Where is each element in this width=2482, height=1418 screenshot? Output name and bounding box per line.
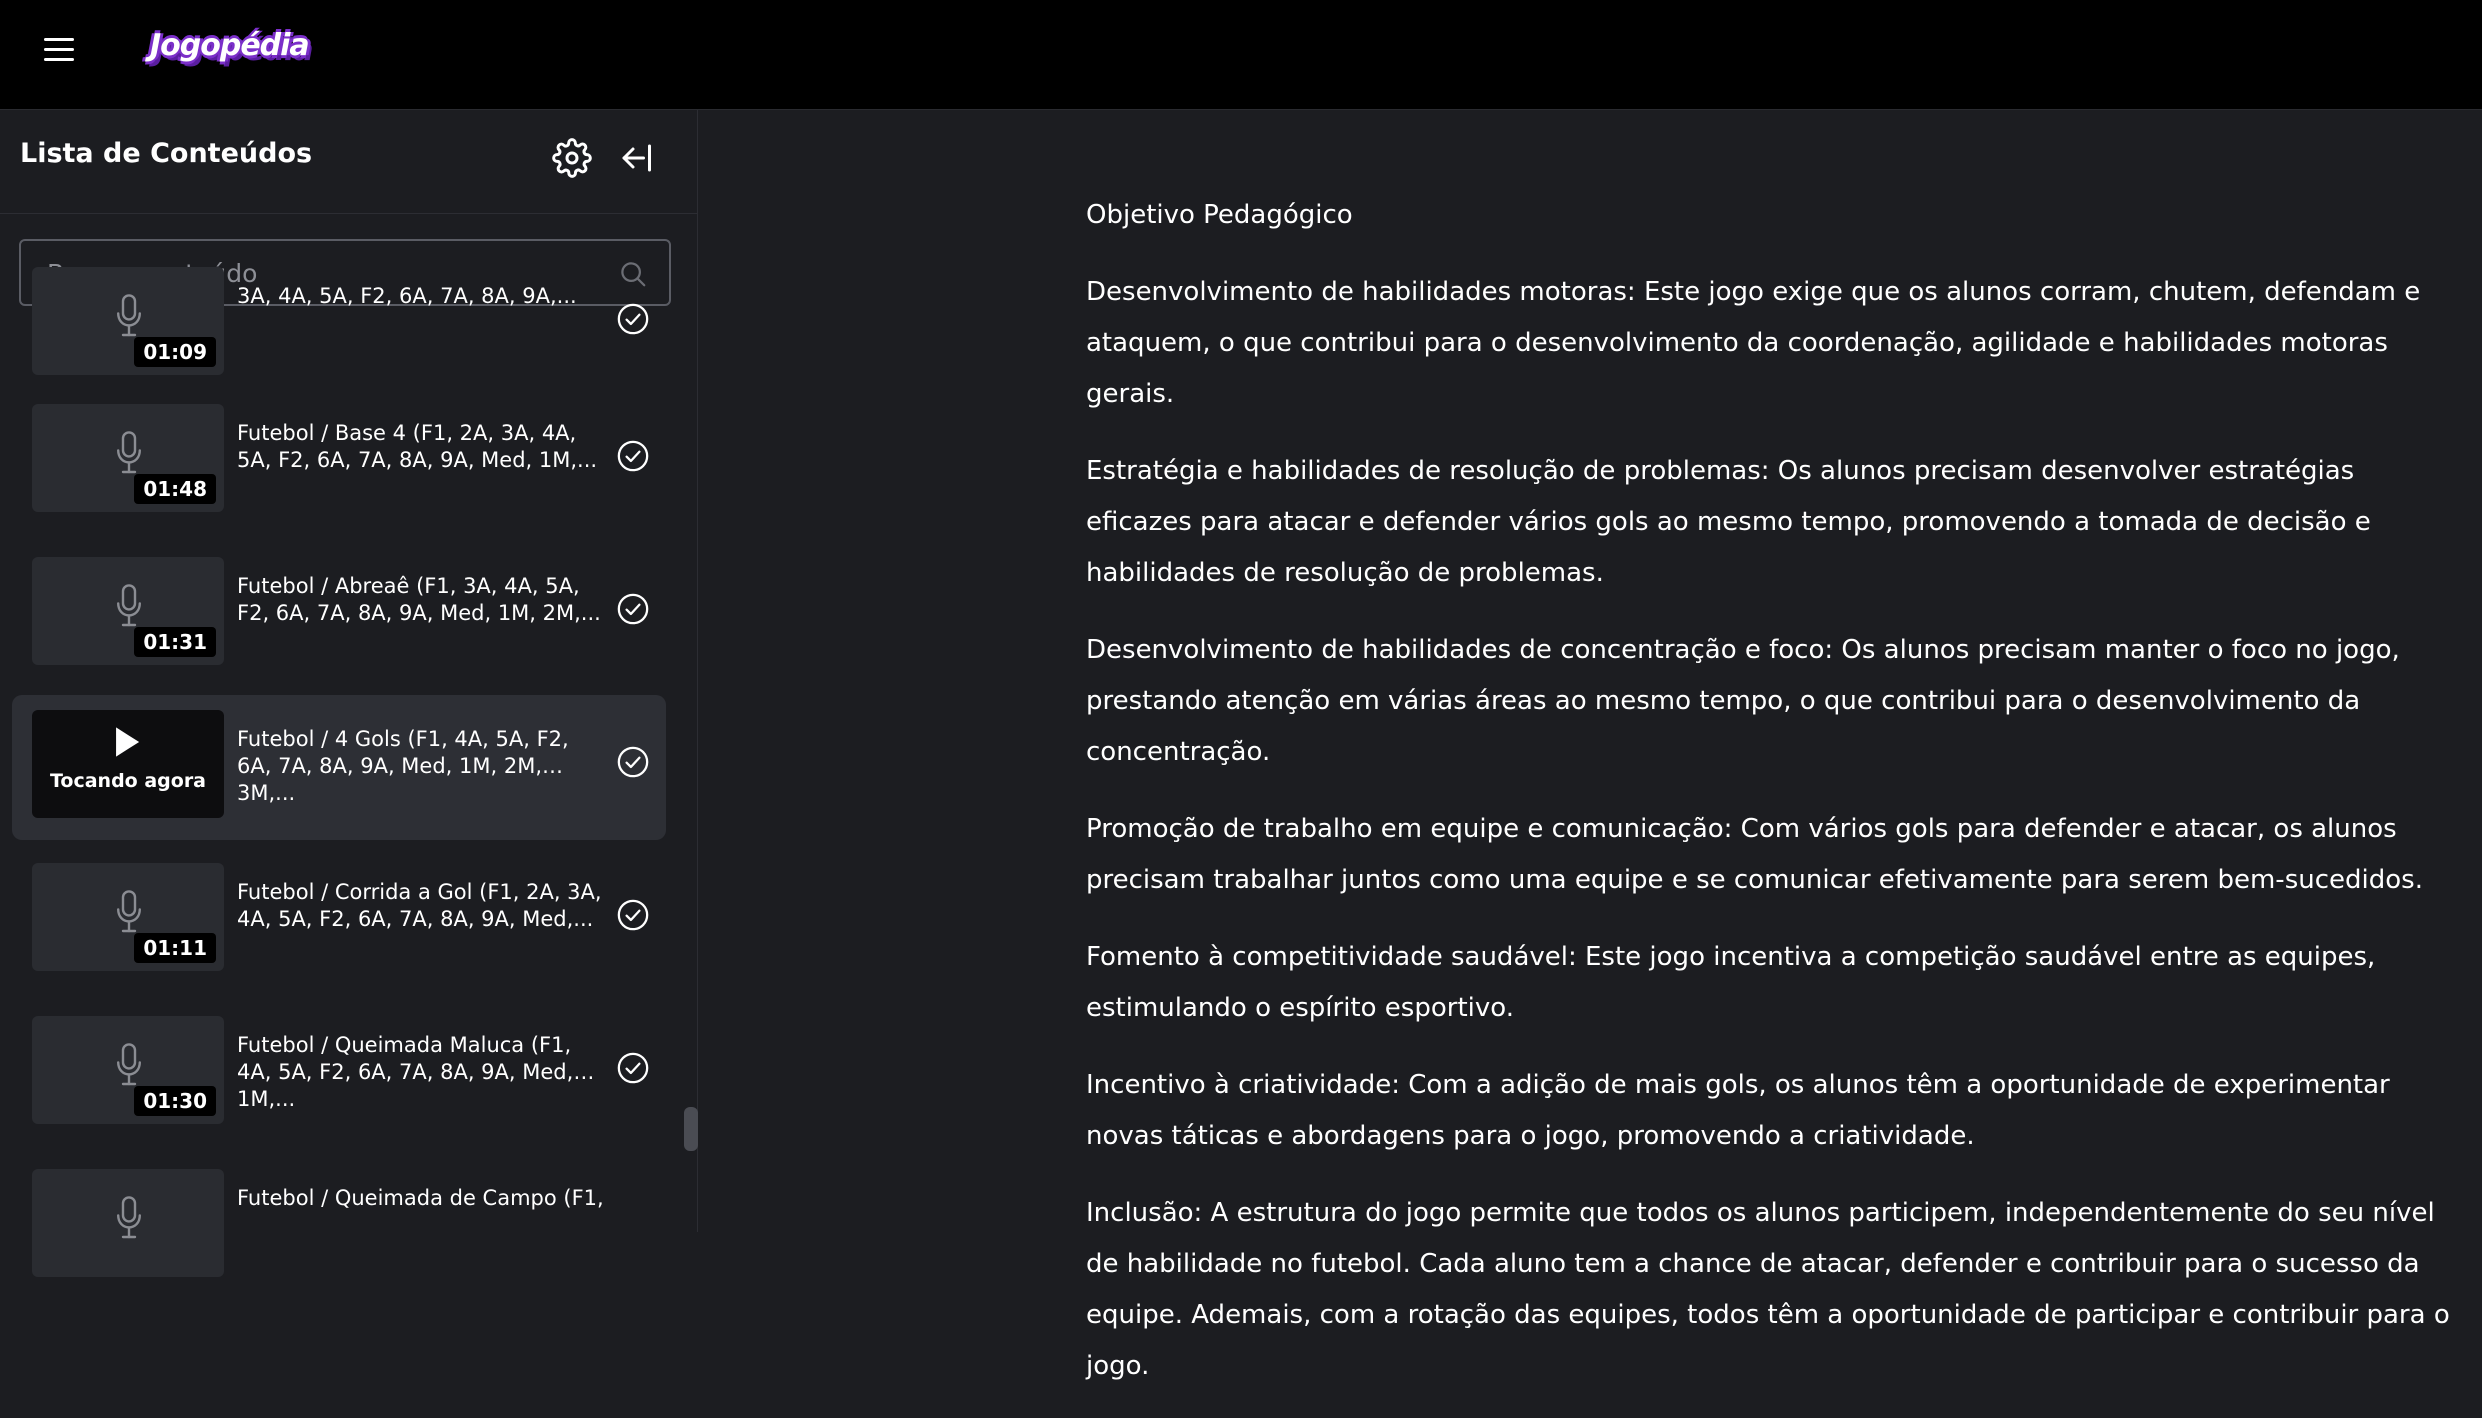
item-thumbnail (32, 1016, 224, 1124)
list-item[interactable] (12, 389, 666, 534)
duration-badge: 01:09 (134, 337, 216, 367)
list-item[interactable] (12, 1001, 666, 1146)
list-item[interactable] (12, 542, 666, 687)
microphone-icon (114, 583, 144, 631)
content-list (0, 284, 684, 1232)
duration-badge: 01:30 (134, 1086, 216, 1116)
sidebar-header (0, 110, 698, 214)
item-title: Futebol / Abreaê (F1, 3A, 4A, 5A, F2, 6A, 7A, 8A, 9A, Med, 1M, 2M,... (237, 574, 601, 625)
top-bar (0, 0, 2482, 110)
logo-text: Jogopédia (150, 28, 309, 63)
check-circle-icon (616, 439, 650, 473)
item-thumbnail (32, 710, 224, 818)
microphone-icon (114, 293, 144, 341)
item-thumbnail (32, 863, 224, 971)
check-circle-icon (616, 745, 650, 779)
item-thumbnail (32, 404, 224, 512)
duration-badge: 01:11 (134, 933, 216, 963)
paragraph: Fomento à competitividade saudável: Este jogo incentiva a competição saudável entre as equipes, estimulando o espírito esportivo. (1086, 942, 2376, 1023)
item-title: 3A, 4A, 5A, F2, 6A, 7A, 8A, 9A,... (237, 284, 577, 308)
gear-icon[interactable] (552, 138, 592, 178)
now-playing-label: Tocando agora (49, 770, 207, 792)
item-thumbnail (32, 1169, 224, 1277)
sidebar-title: Lista de Conteúdos (20, 138, 313, 169)
item-title: Futebol / 4 Gols (F1, 4A, 5A, F2, 6A, 7A, 8A, 9A, Med, 1M, 2M, 3M,... (237, 727, 569, 805)
microphone-icon (114, 889, 144, 937)
hamburger-menu-icon[interactable] (44, 36, 76, 64)
main-content (1086, 190, 2456, 1418)
list-item[interactable] (12, 252, 666, 397)
list-item[interactable] (12, 848, 666, 993)
paragraph: Incentivo à criatividade: Com a adição de mais gols, os alunos têm a oportunidade de experimentar novas táticas e abordagens para o jogo, promovendo a criatividade. (1086, 1070, 2390, 1151)
item-thumbnail (32, 267, 224, 375)
check-circle-icon (616, 898, 650, 932)
item-title: Futebol / Corrida a Gol (F1, 2A, 3A, 4A, 5A, F2, 6A, 7A, 8A, 9A, Med,... (237, 880, 602, 931)
scrollbar-thumb[interactable] (684, 1107, 698, 1151)
item-title: Futebol / Queimada Maluca (F1, 4A, 5A, F2, 6A, 7A, 8A, 9A, Med, 1M,... (237, 1033, 574, 1111)
microphone-icon (114, 1195, 144, 1243)
check-circle-icon (616, 592, 650, 626)
paragraph: Desenvolvimento de habilidades motoras: Este jogo exige que os alunos corram, chutem, defendam e ataquem, o que contribui para o desenvolvimento da coordenação, agilidade e habilidades motoras gerais. (1086, 277, 2421, 409)
section-heading: Objetivo Pedagógico (1086, 200, 1353, 230)
list-item-active[interactable] (12, 695, 666, 840)
item-title: Futebol / Queimada de Campo (F1, (237, 1186, 604, 1210)
logo[interactable] (140, 20, 309, 82)
scrollbar-track[interactable] (684, 307, 698, 1232)
duration-badge: 01:31 (134, 627, 216, 657)
check-circle-icon (616, 302, 650, 336)
paragraph: Inclusão: A estrutura do jogo permite que todos os alunos participem, independentemente do seu nível de habilidade no futebol. Cada aluno tem a chance de atacar, defender e contribuir para o sucesso da equipe. Ademais, com a rotação das equipes, todos têm a oportunidade de participar e contribuir para o jogo. (1086, 1198, 2450, 1381)
list-item[interactable] (12, 1154, 666, 1299)
item-title: Futebol / Base 4 (F1, 2A, 3A, 4A, 5A, F2, 6A, 7A, 8A, 9A, Med, 1M,... (237, 421, 598, 472)
collapse-sidebar-icon[interactable] (616, 140, 656, 176)
item-thumbnail (32, 557, 224, 665)
microphone-icon (114, 1042, 144, 1090)
content-list-sidebar (0, 110, 698, 1232)
duration-badge: 01:48 (134, 474, 216, 504)
paragraph: Promoção de trabalho em equipe e comunicação: Com vários gols para defender e atacar, os alunos precisam trabalhar juntos como uma equipe e se comunicar efetivamente para serem bem-sucedidos. (1086, 814, 2423, 895)
play-icon[interactable] (112, 725, 142, 759)
check-circle-icon (616, 1051, 650, 1085)
paragraph: Desenvolvimento de habilidades de concentração e foco: Os alunos precisam manter o foco no jogo, prestando atenção em várias áreas ao mesmo tempo, o que contribui para o desenvolvimento da concentração. (1086, 635, 2400, 767)
microphone-icon (114, 430, 144, 478)
paragraph: Estratégia e habilidades de resolução de problemas: Os alunos precisam desenvolver estratégias eficazes para atacar e defender vários gols ao mesmo tempo, promovendo a tomada de decisão e habilidades de resolução de problemas. (1086, 456, 2371, 588)
